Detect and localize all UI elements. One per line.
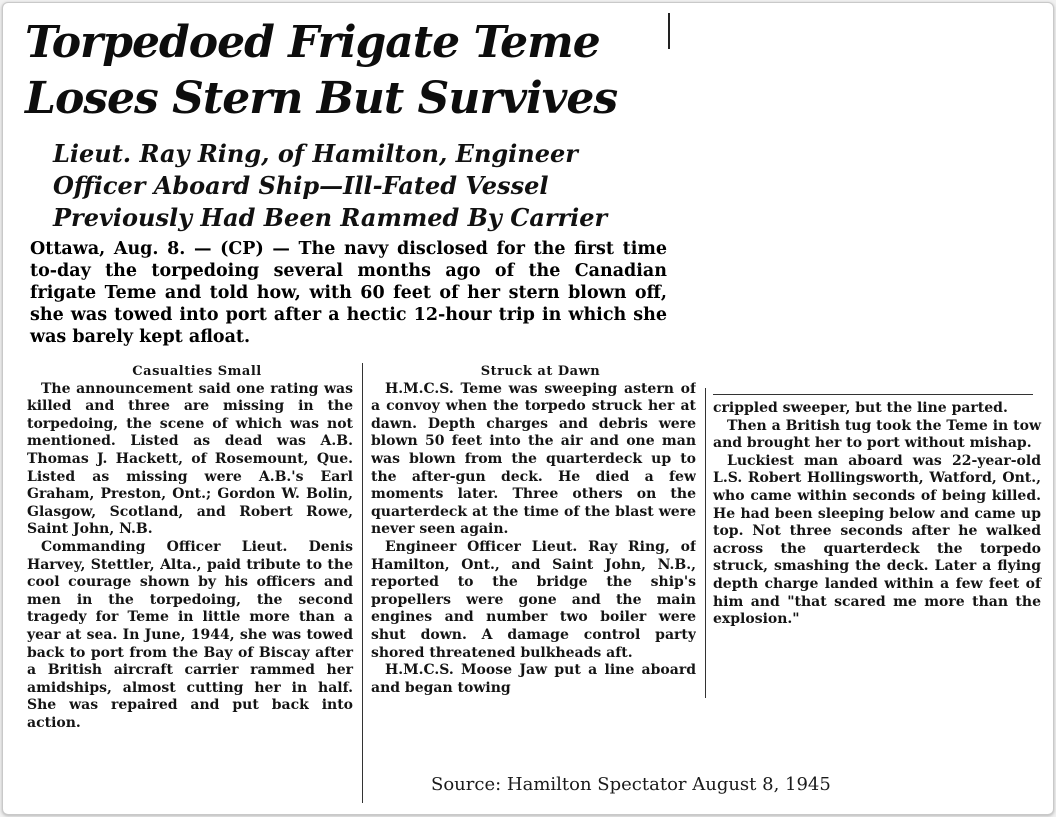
paragraph: The announcement said one rating was killed and three are missing in the torpedoing, the scene of which was not mentioned. Listed as dead was A.B. Thomas J. Hackett, of Rosemount, Que. Listed as missing were A.B.'s Earl Graham, Preston, Ont.; Gordon W. Bolin, Glasgow, Scotland, and Robert Rowe, Saint John, N.B. xyxy=(27,380,353,538)
lead-paragraph: Ottawa, Aug. 8. — (CP) — The navy disclosed for the first time to-day the torpedoing several months ago of the Canadian frigate Teme and told how, with 60 feet of her stern blown off, she was towed into port after a hectic 12-hour trip in which she was barely kept afloat. xyxy=(30,239,667,347)
paragraph: crippled sweeper, but the line parted. xyxy=(713,400,1008,416)
clipping-frame xyxy=(2,2,1054,815)
column-divider xyxy=(362,363,363,803)
column-1 xyxy=(27,363,353,732)
column-rule-top xyxy=(668,13,670,49)
column-3 xyxy=(713,400,1041,629)
paragraph: H.M.C.S. Teme was sweeping astern of a convoy when the torpedo struck her at dawn. Depth charges and debris were blown 50 feet into the air and one man was blown from the quarterdeck up to the after-gun deck. He died a few moments later. Three others on the quarterdeck at the time of the blast were never seen again. xyxy=(371,380,696,538)
paragraph: Luckiest man aboard was 22-year-old L.S. Robert Hollingsworth, Watford, Ont., who came within seconds of being killed. He had been sleeping below and came up top. Not three seconds after he walked across the quarterdeck the torpedo struck, smashing the deck. Later a flying depth charge landed within a few feet of him and "that scared me more than the explosion." xyxy=(713,452,1041,628)
column-divider xyxy=(705,388,706,698)
deck-subheadline: Lieut. Ray Ring, of Hamilton, Engineer Officer Aboard Ship—Ill-Fated Vessel Previously Had Been Rammed By Carrier xyxy=(53,139,608,232)
source-caption: Source: Hamilton Spectator August 8, 1945 xyxy=(431,774,831,795)
column-3-top-rule xyxy=(713,394,1033,395)
column-2 xyxy=(371,363,696,743)
paragraph: H.M.C.S. Moose Jaw put a line aboard and began towing xyxy=(371,662,696,696)
paragraph: Commanding Officer Lieut. Denis Harvey, Stettler, Alta., paid tribute to the cool courage shown by his officers and men in the torpedoing, the second tragedy for Teme in little more than a year at sea. In June, 1944, she was towed back to port from the Bay of Biscay after a British aircraft carrier rammed her amidships, almost cutting her in half. She was repaired and put back into action. xyxy=(27,538,353,731)
subhead-casualties: Casualties Small xyxy=(132,364,262,379)
subhead-struck: Struck at Dawn xyxy=(480,364,601,379)
paragraph: Engineer Officer Lieut. Ray Ring, of Hamilton, Ont., and Saint John, N.B., reported to the bridge the ship's propellers were gone and the main engines and number two boiler were shut down. A damage control party shored threatened bulkheads aft. xyxy=(371,538,696,661)
paragraph: Then a British tug took the Teme in tow and brought her to port without mishap. xyxy=(713,417,1041,452)
headline: Torpedoed Frigate Teme Loses Stern But Survives xyxy=(25,17,618,124)
